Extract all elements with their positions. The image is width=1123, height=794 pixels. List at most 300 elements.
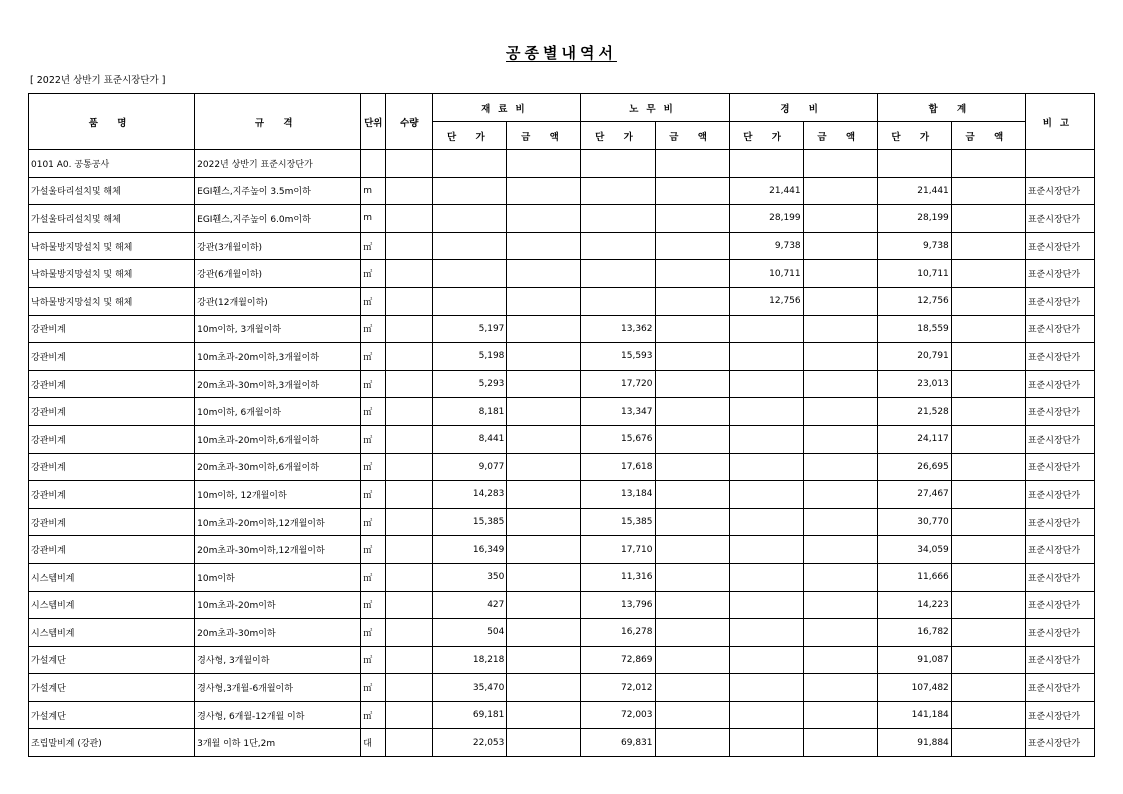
row-qty xyxy=(386,315,433,343)
row-expense-amount xyxy=(803,646,877,674)
row-labor-amount xyxy=(655,701,729,729)
document-title: 공종별내역서 xyxy=(506,44,617,62)
row-unit: m xyxy=(361,205,386,233)
row-labor-amount xyxy=(655,205,729,233)
row-total-unit-price: 9,738 xyxy=(877,232,951,260)
row-expense-unit-price xyxy=(729,481,803,509)
row-qty xyxy=(386,370,433,398)
row-material-unit-price xyxy=(433,232,507,260)
table-row xyxy=(29,729,1095,757)
row-labor-unit-price: 17,618 xyxy=(581,453,655,481)
row-qty xyxy=(386,729,433,757)
row-remark: 표준시장단가 xyxy=(1025,343,1094,371)
header-name: 품 명 xyxy=(29,94,195,150)
row-labor-unit-price: 13,362 xyxy=(581,315,655,343)
row-spec: 3개월 이하 1단,2m xyxy=(195,729,361,757)
row-total-unit-price: 21,441 xyxy=(877,177,951,205)
row-name: 가설계단 xyxy=(29,674,195,702)
row-name: 시스템비계 xyxy=(29,563,195,591)
row-qty xyxy=(386,536,433,564)
row-expense-unit-price xyxy=(729,729,803,757)
row-expense-amount xyxy=(803,260,877,288)
row-unit: 대 xyxy=(361,729,386,757)
row-labor-unit-price: 17,720 xyxy=(581,370,655,398)
row-unit: ㎡ xyxy=(361,701,386,729)
row-qty xyxy=(386,591,433,619)
row-remark: 표준시장단가 xyxy=(1025,619,1094,647)
row-labor-unit-price: 15,676 xyxy=(581,425,655,453)
header-labor-unit-price: 단 가 xyxy=(581,122,655,150)
row-total-amount xyxy=(951,232,1025,260)
row-material-amount xyxy=(507,481,581,509)
row-total-amount xyxy=(951,701,1025,729)
row-labor-unit-price: 13,796 xyxy=(581,591,655,619)
row-material-unit-price: 427 xyxy=(433,591,507,619)
table-row xyxy=(29,315,1095,343)
table-row xyxy=(29,619,1095,647)
row-remark: 표준시장단가 xyxy=(1025,453,1094,481)
row-remark: 표준시장단가 xyxy=(1025,398,1094,426)
row-labor-amount xyxy=(655,591,729,619)
header-unit: 단위 xyxy=(361,94,386,150)
row-expense-amount xyxy=(803,508,877,536)
row-unit: ㎡ xyxy=(361,260,386,288)
row-material-amount xyxy=(507,674,581,702)
row-name: 가설계단 xyxy=(29,646,195,674)
row-total-unit-price: 91,087 xyxy=(877,646,951,674)
header-spec: 규 격 xyxy=(195,94,361,150)
row-expense-amount xyxy=(803,481,877,509)
row-total-amount xyxy=(951,674,1025,702)
table-row xyxy=(29,536,1095,564)
row-expense-unit-price xyxy=(729,150,803,178)
header-remark: 비고 xyxy=(1025,94,1094,150)
row-expense-unit-price xyxy=(729,701,803,729)
row-name: 낙하물방지망설치 및 해체 xyxy=(29,232,195,260)
row-unit: ㎡ xyxy=(361,232,386,260)
row-material-unit-price: 35,470 xyxy=(433,674,507,702)
row-labor-unit-price: 72,869 xyxy=(581,646,655,674)
row-qty xyxy=(386,205,433,233)
header-material-unit-price: 단 가 xyxy=(433,122,507,150)
row-labor-amount xyxy=(655,260,729,288)
row-labor-unit-price: 11,316 xyxy=(581,563,655,591)
row-material-amount xyxy=(507,287,581,315)
row-material-amount xyxy=(507,619,581,647)
row-total-unit-price: 21,528 xyxy=(877,398,951,426)
row-name: 강관비계 xyxy=(29,370,195,398)
row-expense-unit-price: 9,738 xyxy=(729,232,803,260)
row-expense-unit-price: 21,441 xyxy=(729,177,803,205)
row-name: 강관비계 xyxy=(29,453,195,481)
row-unit: ㎡ xyxy=(361,646,386,674)
row-expense-unit-price xyxy=(729,315,803,343)
row-unit: ㎡ xyxy=(361,453,386,481)
row-labor-unit-price: 72,003 xyxy=(581,701,655,729)
row-labor-amount xyxy=(655,729,729,757)
row-qty xyxy=(386,150,433,178)
header-material: 재료비 xyxy=(433,94,581,122)
header-expense: 경 비 xyxy=(729,94,877,122)
row-qty xyxy=(386,508,433,536)
row-material-unit-price xyxy=(433,287,507,315)
row-labor-amount xyxy=(655,674,729,702)
row-total-unit-price: 28,199 xyxy=(877,205,951,233)
table-row xyxy=(29,481,1095,509)
row-material-amount xyxy=(507,260,581,288)
row-spec: 10m이하, 6개월이하 xyxy=(195,398,361,426)
row-qty xyxy=(386,563,433,591)
row-expense-amount xyxy=(803,674,877,702)
row-name: 낙하물방지망설치 및 해체 xyxy=(29,260,195,288)
row-material-unit-price xyxy=(433,260,507,288)
row-expense-amount xyxy=(803,425,877,453)
row-expense-amount xyxy=(803,232,877,260)
table-row xyxy=(29,453,1095,481)
table-row xyxy=(29,563,1095,591)
row-spec: 10m초과-20m이하,3개월이하 xyxy=(195,343,361,371)
header-row-1 xyxy=(29,94,1095,122)
row-expense-unit-price xyxy=(729,425,803,453)
row-expense-amount xyxy=(803,563,877,591)
row-labor-amount xyxy=(655,425,729,453)
row-expense-amount xyxy=(803,729,877,757)
row-total-unit-price: 141,184 xyxy=(877,701,951,729)
row-expense-unit-price xyxy=(729,646,803,674)
cost-breakdown-table xyxy=(28,93,1095,757)
row-qty xyxy=(386,453,433,481)
row-expense-amount xyxy=(803,701,877,729)
row-total-amount xyxy=(951,150,1025,178)
row-material-amount xyxy=(507,563,581,591)
row-spec: 경사형, 3개월이하 xyxy=(195,646,361,674)
header-material-amount: 금 액 xyxy=(507,122,581,150)
row-name: 강관비계 xyxy=(29,481,195,509)
table-row xyxy=(29,674,1095,702)
row-remark: 표준시장단가 xyxy=(1025,729,1094,757)
row-total-unit-price: 16,782 xyxy=(877,619,951,647)
row-labor-amount xyxy=(655,343,729,371)
row-name: 강관비계 xyxy=(29,398,195,426)
row-unit: ㎡ xyxy=(361,370,386,398)
table-row xyxy=(29,205,1095,233)
row-total-unit-price xyxy=(877,150,951,178)
row-unit: ㎡ xyxy=(361,398,386,426)
row-labor-unit-price xyxy=(581,150,655,178)
row-expense-unit-price xyxy=(729,370,803,398)
row-expense-unit-price xyxy=(729,398,803,426)
row-total-unit-price: 14,223 xyxy=(877,591,951,619)
row-spec: 20m초과-30m이하 xyxy=(195,619,361,647)
header-total: 합 계 xyxy=(877,94,1025,122)
row-material-unit-price: 14,283 xyxy=(433,481,507,509)
row-material-unit-price: 16,349 xyxy=(433,536,507,564)
table-body xyxy=(29,150,1095,757)
row-total-amount xyxy=(951,205,1025,233)
row-total-amount xyxy=(951,729,1025,757)
row-qty xyxy=(386,701,433,729)
row-labor-unit-price: 17,710 xyxy=(581,536,655,564)
table-row xyxy=(29,591,1095,619)
row-total-amount xyxy=(951,260,1025,288)
row-total-amount xyxy=(951,508,1025,536)
row-spec: 경사형,3개월-6개월이하 xyxy=(195,674,361,702)
row-expense-amount xyxy=(803,453,877,481)
row-remark xyxy=(1025,150,1094,178)
row-labor-amount xyxy=(655,398,729,426)
row-material-unit-price: 504 xyxy=(433,619,507,647)
row-name: 강관비계 xyxy=(29,508,195,536)
row-material-amount xyxy=(507,315,581,343)
row-total-unit-price: 91,884 xyxy=(877,729,951,757)
row-name: 강관비계 xyxy=(29,536,195,564)
row-spec: 강관(12개월이하) xyxy=(195,287,361,315)
row-total-unit-price: 18,559 xyxy=(877,315,951,343)
row-spec: EGI휀스,지주높이 3.5m이하 xyxy=(195,177,361,205)
row-expense-amount xyxy=(803,150,877,178)
row-expense-unit-price xyxy=(729,508,803,536)
row-spec: 20m초과-30m이하,3개월이하 xyxy=(195,370,361,398)
row-labor-amount xyxy=(655,563,729,591)
row-qty xyxy=(386,481,433,509)
table-row xyxy=(29,260,1095,288)
row-unit: m xyxy=(361,177,386,205)
row-material-unit-price: 18,218 xyxy=(433,646,507,674)
row-total-unit-price: 30,770 xyxy=(877,508,951,536)
row-material-unit-price: 9,077 xyxy=(433,453,507,481)
row-material-amount xyxy=(507,453,581,481)
row-expense-unit-price xyxy=(729,591,803,619)
row-spec: 강관(6개월이하) xyxy=(195,260,361,288)
header-expense-unit-price: 단 가 xyxy=(729,122,803,150)
row-labor-unit-price xyxy=(581,232,655,260)
row-remark: 표준시장단가 xyxy=(1025,315,1094,343)
row-labor-amount xyxy=(655,481,729,509)
row-material-amount xyxy=(507,150,581,178)
row-name: 시스템비계 xyxy=(29,591,195,619)
row-total-amount xyxy=(951,591,1025,619)
row-material-amount xyxy=(507,508,581,536)
row-labor-unit-price xyxy=(581,260,655,288)
row-expense-amount xyxy=(803,370,877,398)
header-qty: 수량 xyxy=(386,94,433,150)
row-qty xyxy=(386,177,433,205)
row-expense-amount xyxy=(803,287,877,315)
row-unit: ㎡ xyxy=(361,481,386,509)
row-material-unit-price: 8,441 xyxy=(433,425,507,453)
row-material-amount xyxy=(507,177,581,205)
row-remark: 표준시장단가 xyxy=(1025,508,1094,536)
row-labor-unit-price: 13,347 xyxy=(581,398,655,426)
row-unit xyxy=(361,150,386,178)
row-material-unit-price: 8,181 xyxy=(433,398,507,426)
row-total-unit-price: 34,059 xyxy=(877,536,951,564)
row-expense-amount xyxy=(803,619,877,647)
row-expense-unit-price: 12,756 xyxy=(729,287,803,315)
row-unit: ㎡ xyxy=(361,591,386,619)
row-labor-amount xyxy=(655,453,729,481)
row-labor-unit-price xyxy=(581,177,655,205)
row-unit: ㎡ xyxy=(361,619,386,647)
row-labor-unit-price xyxy=(581,287,655,315)
row-expense-unit-price xyxy=(729,536,803,564)
row-remark: 표준시장단가 xyxy=(1025,177,1094,205)
row-labor-amount xyxy=(655,370,729,398)
row-expense-unit-price xyxy=(729,563,803,591)
row-material-amount xyxy=(507,701,581,729)
table-row xyxy=(29,150,1095,178)
table-row xyxy=(29,232,1095,260)
row-unit: ㎡ xyxy=(361,536,386,564)
row-name: 강관비계 xyxy=(29,425,195,453)
row-material-amount xyxy=(507,232,581,260)
row-expense-amount xyxy=(803,591,877,619)
row-qty xyxy=(386,674,433,702)
row-spec: 2022년 상반기 표준시장단가 xyxy=(195,150,361,178)
header-labor-amount: 금 액 xyxy=(655,122,729,150)
row-total-amount xyxy=(951,619,1025,647)
row-total-amount xyxy=(951,315,1025,343)
row-material-amount xyxy=(507,591,581,619)
row-spec: EGI휀스,지주높이 6.0m이하 xyxy=(195,205,361,233)
document-subtitle: [ 2022년 상반기 표준시장단가 ] xyxy=(30,75,166,86)
row-material-amount xyxy=(507,398,581,426)
row-remark: 표준시장단가 xyxy=(1025,205,1094,233)
row-total-amount xyxy=(951,343,1025,371)
row-unit: ㎡ xyxy=(361,508,386,536)
row-spec: 20m초과-30m이하,12개월이하 xyxy=(195,536,361,564)
row-remark: 표준시장단가 xyxy=(1025,260,1094,288)
row-qty xyxy=(386,398,433,426)
row-remark: 표준시장단가 xyxy=(1025,646,1094,674)
table-row xyxy=(29,343,1095,371)
row-name: 0101 A0. 공통공사 xyxy=(29,150,195,178)
row-unit: ㎡ xyxy=(361,343,386,371)
row-material-amount xyxy=(507,646,581,674)
row-unit: ㎡ xyxy=(361,674,386,702)
row-expense-unit-price: 28,199 xyxy=(729,205,803,233)
row-labor-unit-price: 16,278 xyxy=(581,619,655,647)
row-labor-amount xyxy=(655,646,729,674)
row-total-amount xyxy=(951,481,1025,509)
row-name: 가설울타리설치및 해체 xyxy=(29,205,195,233)
row-material-unit-price xyxy=(433,150,507,178)
row-total-unit-price: 20,791 xyxy=(877,343,951,371)
row-expense-unit-price xyxy=(729,674,803,702)
row-labor-amount xyxy=(655,315,729,343)
row-total-amount xyxy=(951,177,1025,205)
row-material-unit-price xyxy=(433,177,507,205)
row-total-unit-price: 10,711 xyxy=(877,260,951,288)
row-name: 낙하물방지망설치 및 해체 xyxy=(29,287,195,315)
row-labor-amount xyxy=(655,177,729,205)
table-row xyxy=(29,425,1095,453)
row-spec: 강관(3개월이하) xyxy=(195,232,361,260)
row-material-unit-price xyxy=(433,205,507,233)
row-expense-amount xyxy=(803,315,877,343)
row-expense-unit-price xyxy=(729,343,803,371)
row-qty xyxy=(386,260,433,288)
row-labor-unit-price: 13,184 xyxy=(581,481,655,509)
row-name: 강관비계 xyxy=(29,315,195,343)
row-expense-amount xyxy=(803,343,877,371)
row-remark: 표준시장단가 xyxy=(1025,674,1094,702)
row-unit: ㎡ xyxy=(361,287,386,315)
header-total-unit-price: 단 가 xyxy=(877,122,951,150)
row-expense-amount xyxy=(803,536,877,564)
row-material-amount xyxy=(507,425,581,453)
row-expense-unit-price xyxy=(729,619,803,647)
row-material-unit-price: 69,181 xyxy=(433,701,507,729)
row-total-amount xyxy=(951,398,1025,426)
row-material-unit-price: 5,197 xyxy=(433,315,507,343)
row-expense-amount xyxy=(803,398,877,426)
row-spec: 경사형, 6개월-12개월 이하 xyxy=(195,701,361,729)
row-labor-unit-price: 15,385 xyxy=(581,508,655,536)
row-unit: ㎡ xyxy=(361,425,386,453)
row-spec: 10m이하, 12개월이하 xyxy=(195,481,361,509)
row-total-amount xyxy=(951,536,1025,564)
row-remark: 표준시장단가 xyxy=(1025,370,1094,398)
table-row xyxy=(29,370,1095,398)
row-labor-unit-price: 72,012 xyxy=(581,674,655,702)
row-qty xyxy=(386,646,433,674)
header-total-amount: 금 액 xyxy=(951,122,1025,150)
row-total-unit-price: 11,666 xyxy=(877,563,951,591)
row-name: 조립말비계 (강관) xyxy=(29,729,195,757)
table-row xyxy=(29,701,1095,729)
row-total-unit-price: 24,117 xyxy=(877,425,951,453)
row-material-amount xyxy=(507,343,581,371)
table-row xyxy=(29,646,1095,674)
row-spec: 10m초과-20m이하,6개월이하 xyxy=(195,425,361,453)
row-spec: 10m이하 xyxy=(195,563,361,591)
row-total-unit-price: 23,013 xyxy=(877,370,951,398)
row-remark: 표준시장단가 xyxy=(1025,287,1094,315)
row-material-unit-price: 350 xyxy=(433,563,507,591)
row-remark: 표준시장단가 xyxy=(1025,701,1094,729)
row-labor-unit-price xyxy=(581,205,655,233)
row-qty xyxy=(386,343,433,371)
row-expense-amount xyxy=(803,205,877,233)
table-row xyxy=(29,287,1095,315)
row-labor-unit-price: 69,831 xyxy=(581,729,655,757)
row-labor-amount xyxy=(655,232,729,260)
table-row xyxy=(29,508,1095,536)
row-material-amount xyxy=(507,536,581,564)
row-expense-unit-price: 10,711 xyxy=(729,260,803,288)
row-name: 가설울타리설치및 해체 xyxy=(29,177,195,205)
row-material-amount xyxy=(507,370,581,398)
row-material-amount xyxy=(507,205,581,233)
row-total-unit-price: 107,482 xyxy=(877,674,951,702)
row-material-unit-price: 5,293 xyxy=(433,370,507,398)
row-spec: 20m초과-30m이하,6개월이하 xyxy=(195,453,361,481)
row-name: 가설계단 xyxy=(29,701,195,729)
row-spec: 10m초과-20m이하 xyxy=(195,591,361,619)
row-labor-unit-price: 15,593 xyxy=(581,343,655,371)
row-labor-amount xyxy=(655,150,729,178)
row-labor-amount xyxy=(655,619,729,647)
header-labor: 노무비 xyxy=(581,94,729,122)
row-expense-unit-price xyxy=(729,453,803,481)
row-total-amount xyxy=(951,646,1025,674)
row-unit: ㎡ xyxy=(361,315,386,343)
row-remark: 표준시장단가 xyxy=(1025,536,1094,564)
row-material-unit-price: 15,385 xyxy=(433,508,507,536)
row-qty xyxy=(386,425,433,453)
row-material-unit-price: 5,198 xyxy=(433,343,507,371)
